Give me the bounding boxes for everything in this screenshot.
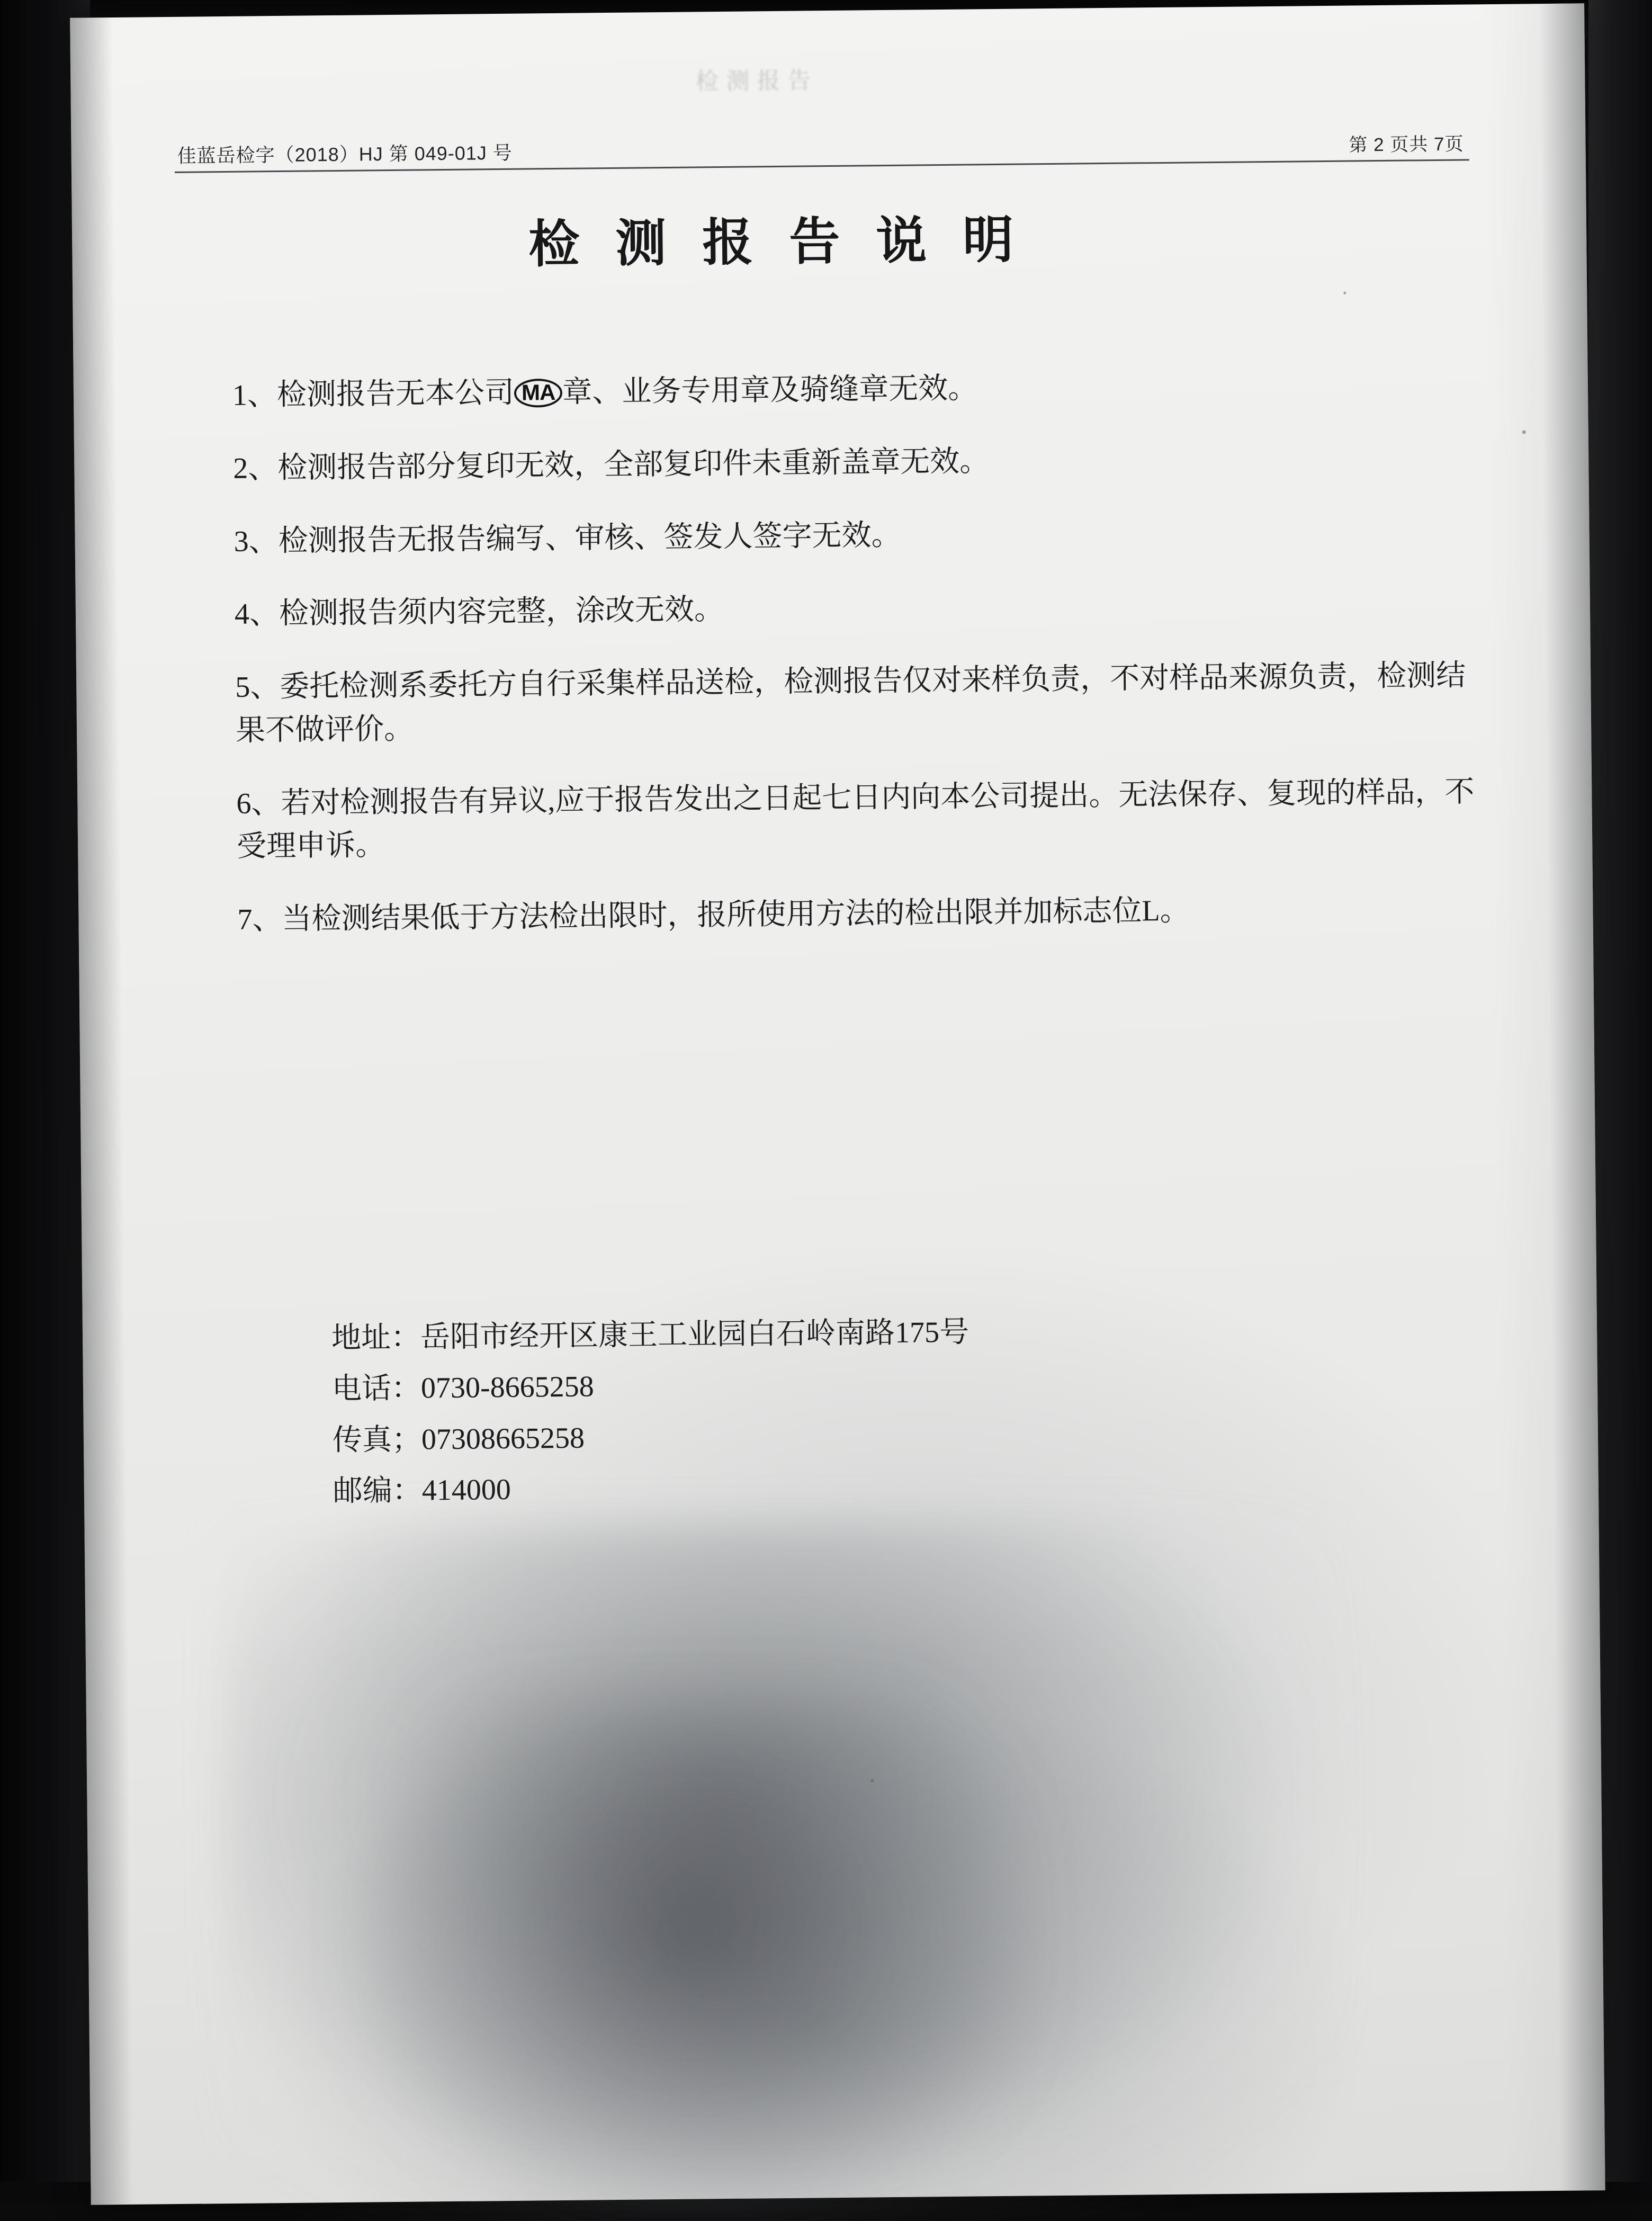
- contact-phone: 电话：0730-8665258: [332, 1358, 970, 1415]
- clause-1-text-before: 1、检测报告无本公司: [232, 377, 515, 412]
- report-number: 佳蓝岳检字（2018）HJ 第 049-01J 号: [177, 138, 513, 168]
- clause-item-6: 6、若对检测报告有异议,应于报告发出之日起七日内向本公司提出。无法保存、复现的样品，不受理申诉。: [236, 771, 1486, 869]
- contact-postcode: 邮编：414000: [333, 1460, 971, 1517]
- ma-mark-icon: MA: [514, 379, 563, 408]
- clause-item-1: [232, 362, 1483, 417]
- page-number: 第 2 页共 7页: [1349, 130, 1464, 157]
- contact-block: [331, 1307, 971, 1517]
- paper-page: [70, 3, 1605, 2205]
- contact-address: 地址：岳阳市经开区康王工业园白石岭南路175号: [331, 1307, 969, 1364]
- clause-item-7: 7、当检测结果低于方法检出限时，报所使用方法的检出限并加标志位L。: [237, 886, 1487, 942]
- paper-speck: [870, 1779, 874, 1782]
- page-content: [70, 3, 1605, 2205]
- clause-item-4: 4、检测报告须内容完整，涂改无效。: [235, 581, 1485, 636]
- clause-item-3: 3、检测报告无报告编写、审核、签发人签字无效。: [234, 508, 1484, 563]
- clause-item-2: 2、检测报告部分复印无效，全部复印件未重新盖章无效。: [233, 435, 1483, 490]
- paper-speck: [1522, 430, 1526, 434]
- contact-fax: 传真；07308665258: [332, 1409, 970, 1466]
- page-title: 检 测 报 告 说 明: [72, 195, 1470, 281]
- clause-list: [232, 333, 1487, 953]
- show-through-text: 检测报告: [695, 59, 1056, 94]
- clause-item-5: 5、委托检测系委托方自行采集样品送检，检测报告仅对来样负责，不对样品来源负责，检测结果不做评价。: [235, 654, 1485, 753]
- paper-speck: [1343, 292, 1346, 294]
- clause-1-text-after: 章、业务专用章及骑缝章无效。: [562, 372, 978, 409]
